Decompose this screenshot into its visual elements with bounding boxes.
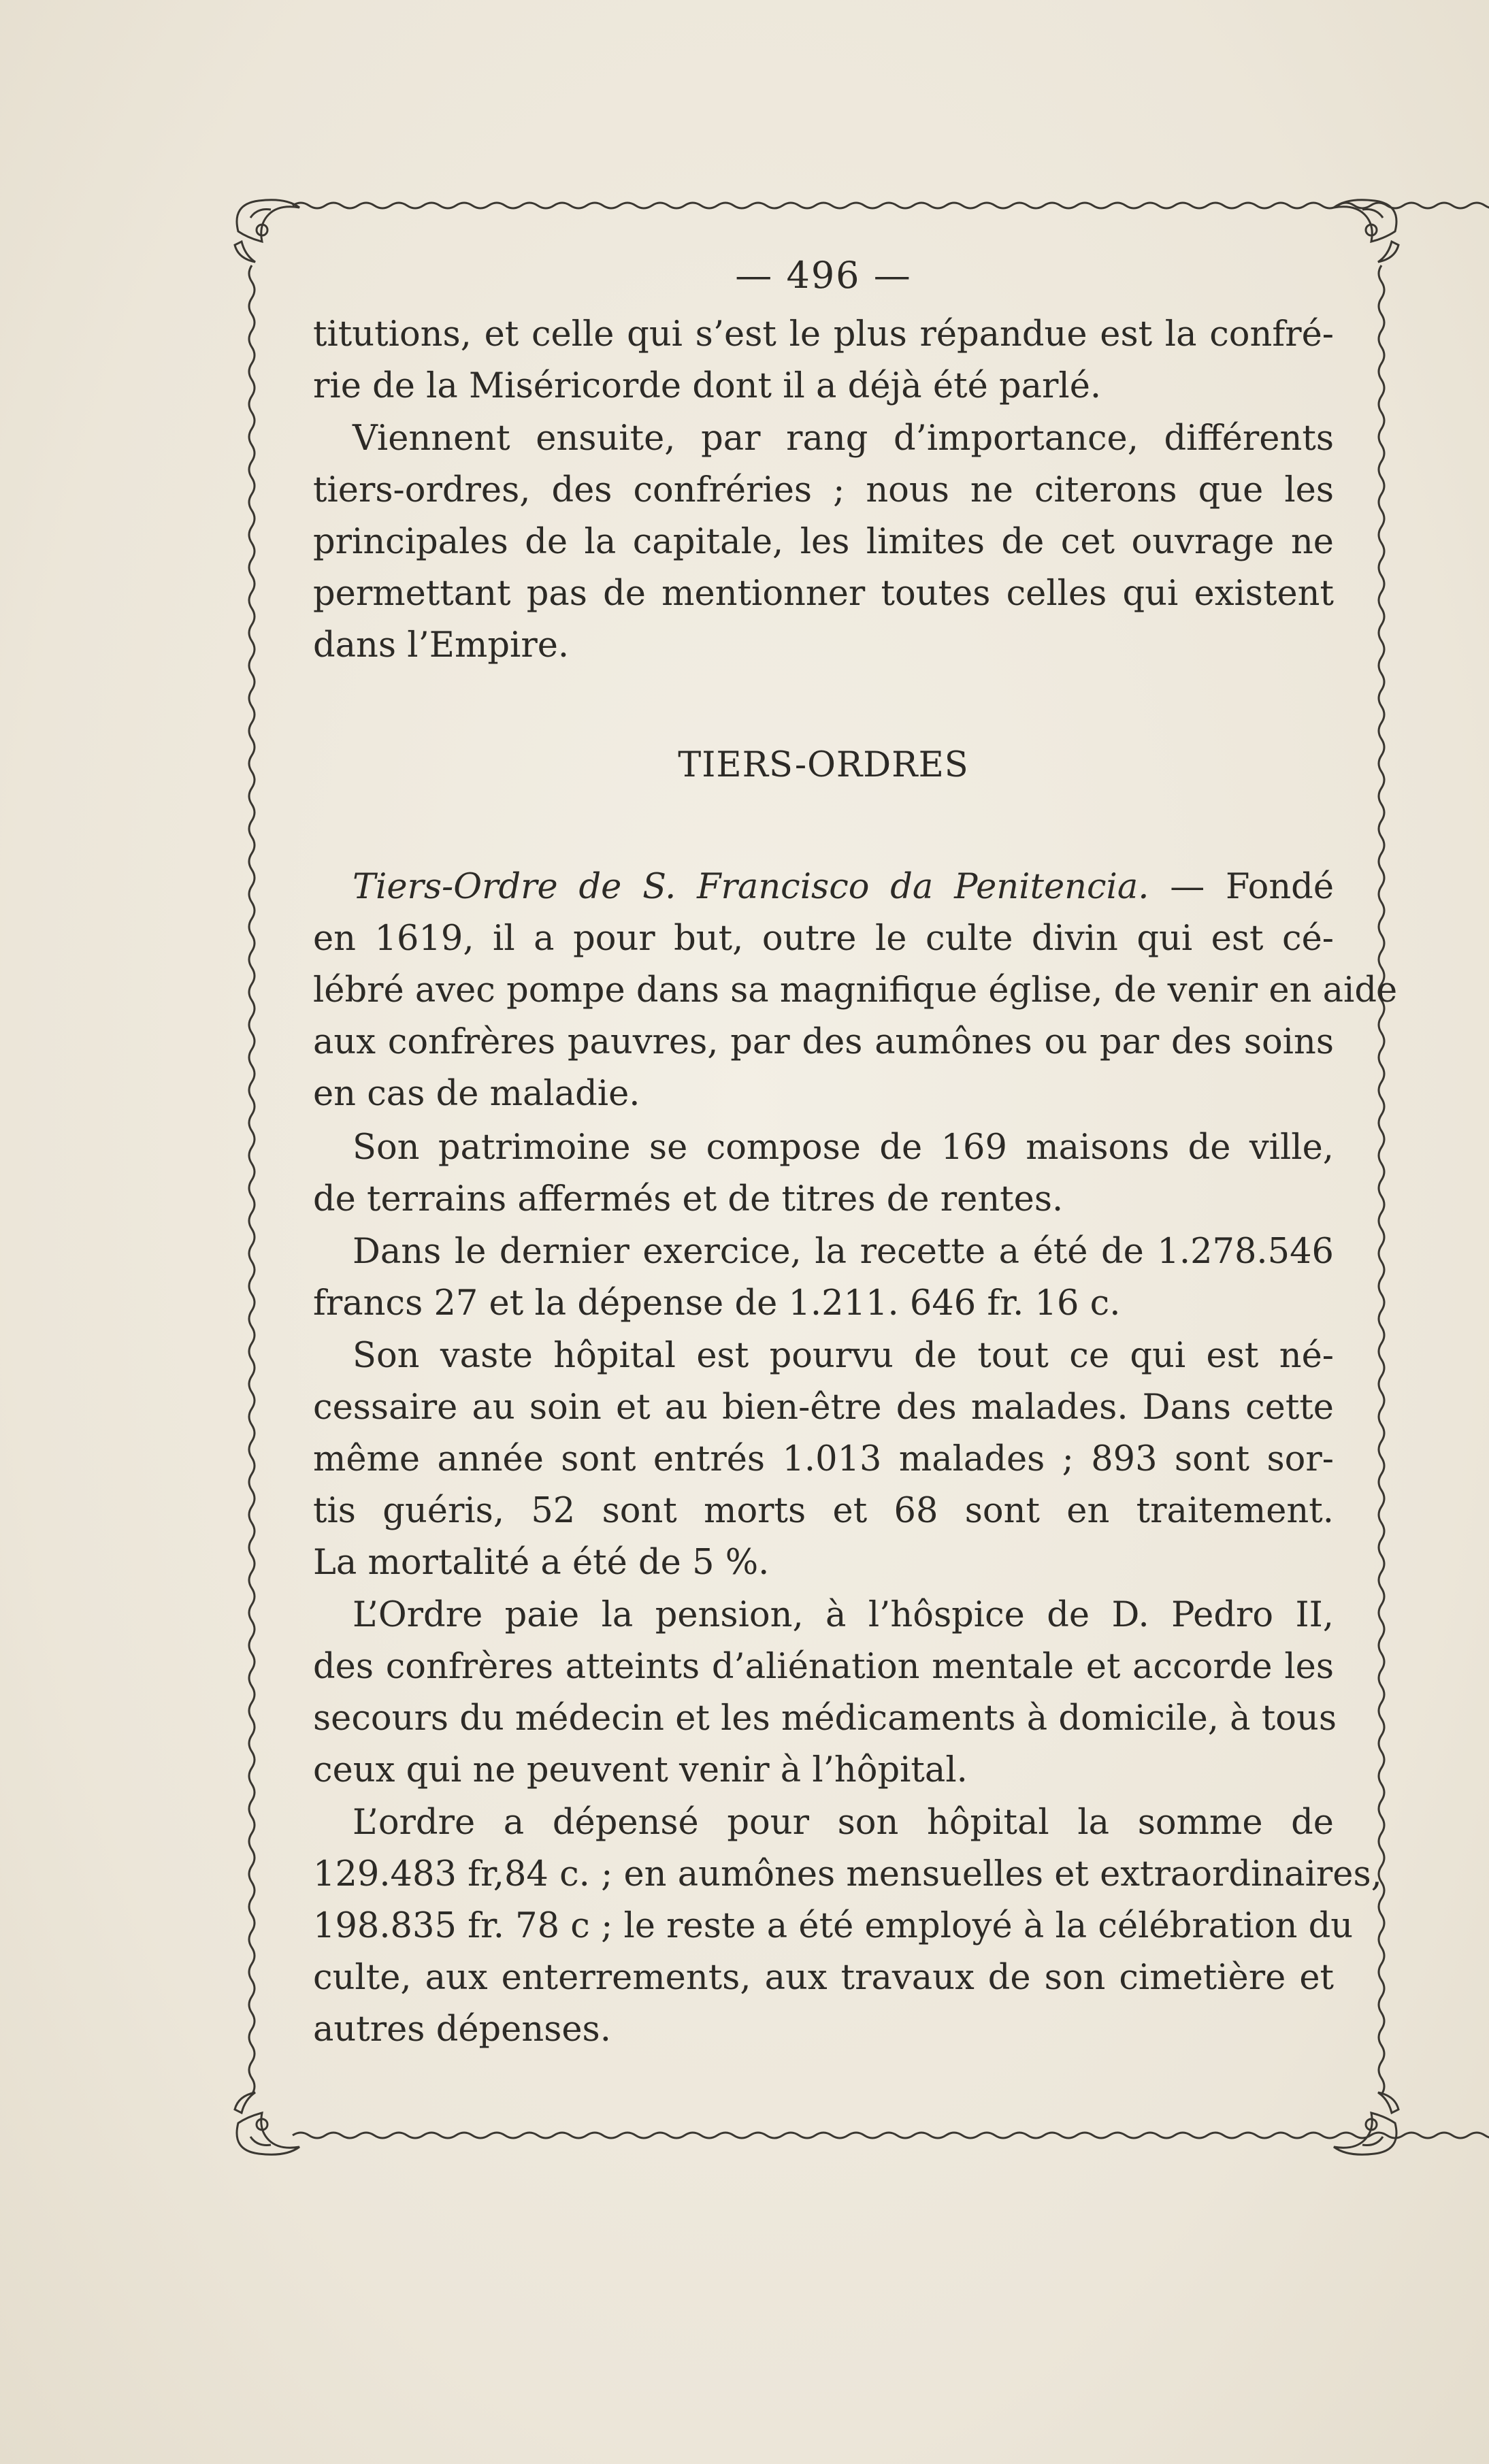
- text-line: principales de la capitale, les limites de cet ouvrage ne: [313, 522, 1334, 562]
- text-line: 129.483 fr,84 c. ; en aumônes mensuelles et extraordinaires,: [313, 1854, 1382, 1894]
- text-line: L’Ordre paie la pension, à l’hôspice de D. Pedro II,: [353, 1595, 1334, 1635]
- text-line: rie de la Miséricorde dont il a déjà été parlé.: [313, 366, 1102, 406]
- text-fragment: — Fondé: [1149, 867, 1335, 907]
- text-line: culte, aux enterrements, aux travaux de son cimetière et: [313, 1958, 1334, 1998]
- border-bottom-line: [293, 2133, 1489, 2138]
- text-line: secours du médecin et les médicaments à domicile, à tous: [313, 1698, 1337, 1739]
- text-line: autres dépenses.: [313, 2009, 611, 2050]
- text-line: dans l’Empire.: [313, 625, 570, 666]
- page-number: — 496 —: [735, 254, 912, 297]
- text-line: en cas de maladie.: [313, 1074, 640, 1114]
- text-line: La mortalité a été de 5 %.: [313, 1543, 770, 1583]
- text-line: L’ordre a dépensé pour son hôpital la somme de: [353, 1803, 1334, 1843]
- section-heading: TIERS-ORDRES: [678, 745, 969, 785]
- border-right-line: [1379, 265, 1384, 2095]
- text-line: ceux qui ne peuvent venir à l’hôpital.: [313, 1750, 968, 1790]
- border-left-line: [249, 265, 255, 2095]
- text-line: aux confrères pauvres, par des aumônes ou par des soins: [313, 1022, 1334, 1062]
- text-line: 198.835 fr. 78 c ; le reste a été employé à la célébration du: [313, 1906, 1354, 1946]
- section-title: Tiers-Ordre de S. Francisco da Penitencia.: [353, 867, 1149, 907]
- text-line: en 1619, il a pour but, outre le culte divin qui est cé-: [313, 919, 1334, 959]
- corner-ornament-top-left: [235, 200, 299, 262]
- corner-ornament-bottom-left: [235, 2092, 299, 2154]
- text-line: de terrains affermés et de titres de rentes.: [313, 1179, 1064, 1219]
- text-line: Dans le dernier exercice, la recette a été de 1.278.546: [353, 1232, 1334, 1272]
- text-line: lébré avec pompe dans sa magnifique église, de venir en aide: [313, 970, 1398, 1011]
- text-line: francs 27 et la dépense de 1.211. 646 fr. 16 c.: [313, 1283, 1121, 1324]
- text-line: tis guéris, 52 sont morts et 68 sont en traitement.: [313, 1491, 1334, 1531]
- text-line: Son vaste hôpital est pourvu de tout ce qui est né-: [353, 1336, 1334, 1376]
- text-line: [313, 866, 1334, 909]
- text-line: cessaire au soin et au bien-être des malades. Dans cette: [313, 1387, 1334, 1428]
- text-line: même année sont entrés 1.013 malades ; 893 sont sor-: [313, 1439, 1334, 1479]
- text-line: permettant pas de mentionner toutes celles qui existent: [313, 574, 1334, 614]
- corner-ornament-bottom-right: [1334, 2092, 1398, 2154]
- text-line: des confrères atteints d’aliénation mentale et accorde les: [313, 1647, 1334, 1687]
- text-line: tiers-ordres, des confréries ; nous ne citerons que les: [313, 470, 1334, 510]
- text-line: Viennent ensuite, par rang d’importance, différents: [353, 418, 1334, 459]
- text-line: titutions, et celle qui s’est le plus répandue est la confré-: [313, 314, 1334, 355]
- corner-ornament-top-right: [1334, 200, 1398, 262]
- border-top-line: [293, 203, 1489, 208]
- text-line: Son patrimoine se compose de 169 maisons de ville,: [353, 1128, 1334, 1168]
